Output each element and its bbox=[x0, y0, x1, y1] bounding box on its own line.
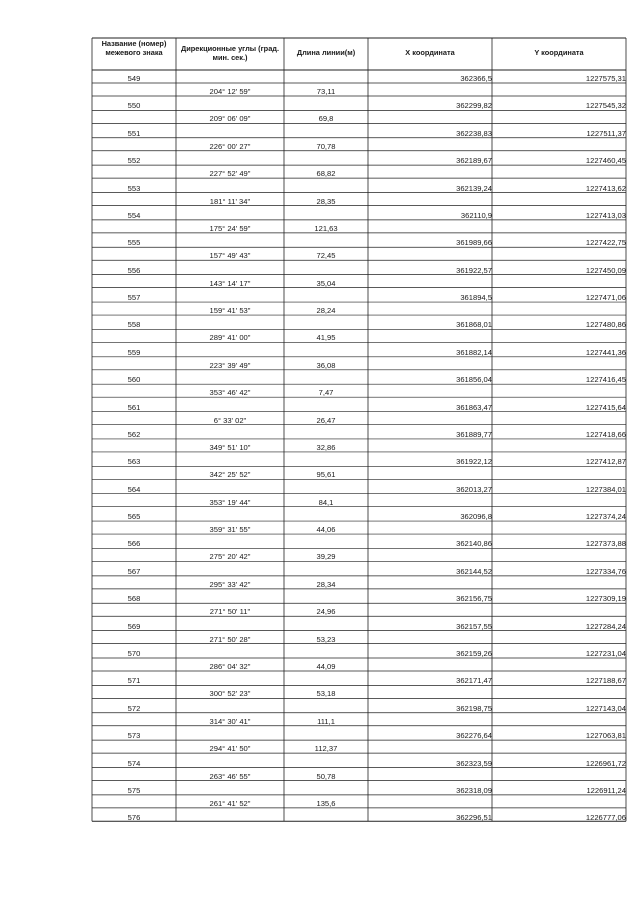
point-name-cell: 576 bbox=[127, 813, 141, 823]
point-name-cell: 557 bbox=[127, 293, 141, 303]
y-coordinate-cell: 1226911,24 bbox=[586, 785, 626, 795]
line-length-cell: 24,96 bbox=[316, 607, 336, 617]
point-name-cell: 570 bbox=[127, 648, 141, 658]
y-coordinate-cell: 1227384,01 bbox=[585, 484, 626, 494]
direction-angle-cell: 204° 12' 59" bbox=[209, 87, 251, 96]
point-name-cell: 566 bbox=[127, 539, 141, 549]
y-coordinate-cell: 1227374,24 bbox=[585, 512, 626, 522]
direction-angle-cell: 223° 39' 49" bbox=[209, 360, 251, 370]
point-name-cell: 564 bbox=[127, 484, 141, 494]
direction-angle-cell: 353° 46' 42" bbox=[209, 388, 251, 398]
x-coordinate-cell: 361868,01 bbox=[456, 320, 492, 330]
y-coordinate-cell: 1227231,04 bbox=[585, 648, 626, 658]
direction-angle-cell: 271° 50' 11" bbox=[209, 607, 251, 617]
y-coordinate-cell: 1227373,88 bbox=[585, 539, 626, 549]
y-coordinate-cell: 1227418,66 bbox=[585, 429, 626, 439]
y-coordinate-cell: 1226961,72 bbox=[585, 758, 626, 768]
y-coordinate-cell: 1227450,09 bbox=[585, 265, 626, 275]
header-point-name: Название (номер) межевого знака bbox=[101, 39, 167, 57]
direction-angle-cell: 143° 14' 17" bbox=[209, 278, 251, 288]
direction-angle-cell: 271° 50' 28" bbox=[209, 634, 251, 644]
x-coordinate-cell: 361889,77 bbox=[456, 429, 492, 439]
point-name-cell: 563 bbox=[127, 457, 141, 467]
point-name-cell: 571 bbox=[127, 676, 141, 686]
y-coordinate-cell: 1227471,06 bbox=[585, 293, 626, 303]
y-coordinate-cell: 1226777,06 bbox=[585, 813, 626, 823]
y-coordinate-cell: 1227063,81 bbox=[585, 731, 626, 741]
x-coordinate-cell: 362139,24 bbox=[456, 183, 492, 193]
direction-angle-cell: 314° 30' 41" bbox=[209, 716, 251, 726]
x-coordinate-cell: 361922,57 bbox=[456, 265, 492, 275]
point-name-cell: 555 bbox=[127, 238, 141, 248]
x-coordinate-cell: 362323,59 bbox=[456, 758, 492, 768]
x-coordinate-cell: 362144,52 bbox=[456, 566, 492, 576]
x-coordinate-cell: 362156,75 bbox=[456, 594, 492, 604]
direction-angle-cell: 181° 11' 34" bbox=[209, 196, 251, 206]
line-length-cell: 121,63 bbox=[314, 223, 338, 233]
point-name-cell: 553 bbox=[127, 183, 141, 193]
y-coordinate-cell: 1227460,45 bbox=[585, 156, 626, 166]
point-name-cell: 552 bbox=[127, 156, 141, 166]
line-length-cell: 73,11 bbox=[316, 87, 336, 96]
point-name-cell: 574 bbox=[127, 758, 141, 768]
x-coordinate-cell: 362140,86 bbox=[456, 539, 492, 549]
x-coordinate-cell: 362318,09 bbox=[456, 785, 492, 795]
line-length-cell: 50,78 bbox=[316, 771, 336, 781]
line-length-cell: 44,09 bbox=[316, 661, 336, 671]
y-coordinate-cell: 1227284,24 bbox=[585, 621, 626, 631]
line-length-cell: 41,95 bbox=[316, 333, 336, 343]
x-coordinate-cell: 362157,55 bbox=[456, 621, 492, 631]
line-length-cell: 35,04 bbox=[316, 278, 336, 288]
direction-angle-cell: 295° 33' 42" bbox=[209, 579, 251, 589]
y-coordinate-cell: 1227334,76 bbox=[585, 566, 626, 576]
direction-angle-cell: 6° 33' 02" bbox=[213, 415, 247, 425]
x-coordinate-cell: 362013,27 bbox=[456, 484, 492, 494]
direction-angle-cell: 353° 19' 44" bbox=[209, 497, 251, 507]
y-coordinate-cell: 1227441,36 bbox=[585, 347, 626, 357]
line-length-cell: 68,82 bbox=[316, 169, 336, 179]
header-direction-angle: Дирекционные углы (град. мин. сек.) bbox=[180, 44, 280, 62]
x-coordinate-cell: 361882,14 bbox=[456, 347, 492, 357]
x-coordinate-cell: 362096,8 bbox=[460, 512, 492, 522]
direction-angle-cell: 342° 25' 52" bbox=[209, 470, 251, 480]
line-length-cell: 70,78 bbox=[316, 141, 336, 151]
line-length-cell: 135,6 bbox=[316, 798, 336, 808]
direction-angle-cell: 226° 00' 27" bbox=[209, 141, 251, 151]
y-coordinate-cell: 1227413,62 bbox=[585, 183, 626, 193]
line-length-cell: 44,06 bbox=[316, 525, 336, 535]
point-name-cell: 565 bbox=[127, 512, 141, 522]
line-length-cell: 53,23 bbox=[316, 634, 336, 644]
header-y-coordinate: Y координата bbox=[534, 48, 584, 57]
line-length-cell: 84,1 bbox=[318, 497, 334, 507]
y-coordinate-cell: 1227188,67 bbox=[585, 676, 626, 686]
direction-angle-cell: 275° 20' 42" bbox=[209, 552, 251, 562]
line-length-cell: 28,34 bbox=[316, 579, 336, 589]
point-name-cell: 572 bbox=[127, 703, 141, 713]
point-name-cell: 551 bbox=[127, 128, 141, 138]
x-coordinate-cell: 361863,47 bbox=[456, 402, 492, 412]
point-name-cell: 561 bbox=[127, 402, 141, 412]
x-coordinate-cell: 362296,51 bbox=[456, 813, 492, 823]
direction-angle-cell: 359° 31' 55" bbox=[209, 525, 251, 535]
x-coordinate-cell: 362366,5 bbox=[460, 74, 492, 83]
point-name-cell: 560 bbox=[127, 375, 141, 385]
point-name-cell: 573 bbox=[127, 731, 141, 741]
header-x-coordinate: X координата bbox=[405, 48, 455, 57]
x-coordinate-cell: 362189,67 bbox=[456, 156, 492, 166]
y-coordinate-cell: 1227413,03 bbox=[585, 210, 626, 220]
point-name-cell: 568 bbox=[127, 594, 141, 604]
point-name-cell: 549 bbox=[127, 74, 141, 83]
y-coordinate-cell: 1227412,87 bbox=[585, 457, 626, 467]
direction-angle-cell: 209° 06' 09" bbox=[209, 114, 251, 124]
direction-angle-cell: 261° 41' 52" bbox=[209, 798, 251, 808]
line-length-cell: 111,1 bbox=[317, 716, 335, 726]
y-coordinate-cell: 1227480,86 bbox=[585, 320, 626, 330]
point-name-cell: 575 bbox=[127, 785, 141, 795]
point-name-cell: 550 bbox=[127, 101, 141, 111]
direction-angle-cell: 227° 52' 49" bbox=[209, 169, 251, 179]
direction-angle-cell: 300° 52' 23" bbox=[209, 689, 251, 699]
line-length-cell: 36,08 bbox=[316, 360, 336, 370]
x-coordinate-cell: 362110,9 bbox=[460, 210, 492, 220]
x-coordinate-cell: 362299,82 bbox=[456, 101, 492, 111]
line-length-cell: 95,61 bbox=[316, 470, 336, 480]
x-coordinate-cell: 362198,75 bbox=[456, 703, 492, 713]
line-length-cell: 32,86 bbox=[316, 442, 336, 452]
line-length-cell: 39,29 bbox=[316, 552, 336, 562]
y-coordinate-cell: 1227511,37 bbox=[586, 128, 626, 138]
line-length-cell: 53,18 bbox=[316, 689, 336, 699]
line-length-cell: 112,37 bbox=[314, 744, 338, 754]
y-coordinate-cell: 1227416,45 bbox=[585, 375, 626, 385]
direction-angle-cell: 157° 49' 43" bbox=[209, 251, 251, 261]
point-name-cell: 558 bbox=[127, 320, 141, 330]
direction-angle-cell: 159° 41' 53" bbox=[209, 306, 251, 316]
point-name-cell: 569 bbox=[127, 621, 141, 631]
point-name-cell: 559 bbox=[127, 347, 141, 357]
y-coordinate-cell: 1227545,32 bbox=[585, 101, 626, 111]
point-name-cell: 554 bbox=[127, 210, 141, 220]
x-coordinate-cell: 362159,26 bbox=[456, 648, 492, 658]
y-coordinate-cell: 1227422,75 bbox=[585, 238, 626, 248]
line-length-cell: 69,8 bbox=[318, 114, 334, 124]
direction-angle-cell: 349° 51' 10" bbox=[209, 442, 251, 452]
direction-angle-cell: 263° 46' 55" bbox=[209, 771, 251, 781]
x-coordinate-cell: 362276,64 bbox=[456, 731, 492, 741]
line-length-cell: 28,35 bbox=[316, 196, 336, 206]
x-coordinate-cell: 361989,66 bbox=[456, 238, 492, 248]
x-coordinate-cell: 361894,5 bbox=[460, 293, 492, 303]
y-coordinate-cell: 1227143,04 bbox=[585, 703, 626, 713]
x-coordinate-cell: 361856,04 bbox=[456, 375, 492, 385]
direction-angle-cell: 294° 41' 50" bbox=[209, 744, 251, 754]
direction-angle-cell: 175° 24' 59" bbox=[209, 223, 251, 233]
point-name-cell: 567 bbox=[127, 566, 141, 576]
line-length-cell: 72,45 bbox=[316, 251, 336, 261]
line-length-cell: 7,47 bbox=[318, 388, 334, 398]
direction-angle-cell: 286° 04' 32" bbox=[209, 661, 251, 671]
point-name-cell: 562 bbox=[127, 429, 141, 439]
x-coordinate-cell: 362171,47 bbox=[456, 676, 492, 686]
line-length-cell: 26,47 bbox=[316, 415, 336, 425]
point-name-cell: 556 bbox=[127, 265, 141, 275]
y-coordinate-cell: 1227309,19 bbox=[585, 594, 626, 604]
y-coordinate-cell: 1227575,31 bbox=[585, 74, 626, 83]
y-coordinate-cell: 1227415,64 bbox=[585, 402, 626, 412]
line-length-cell: 28,24 bbox=[316, 306, 336, 316]
x-coordinate-cell: 362238,83 bbox=[456, 128, 492, 138]
direction-angle-cell: 289° 41' 00" bbox=[209, 333, 251, 343]
header-line-length: Длина линии(м) bbox=[296, 48, 356, 57]
x-coordinate-cell: 361922,12 bbox=[456, 457, 492, 467]
